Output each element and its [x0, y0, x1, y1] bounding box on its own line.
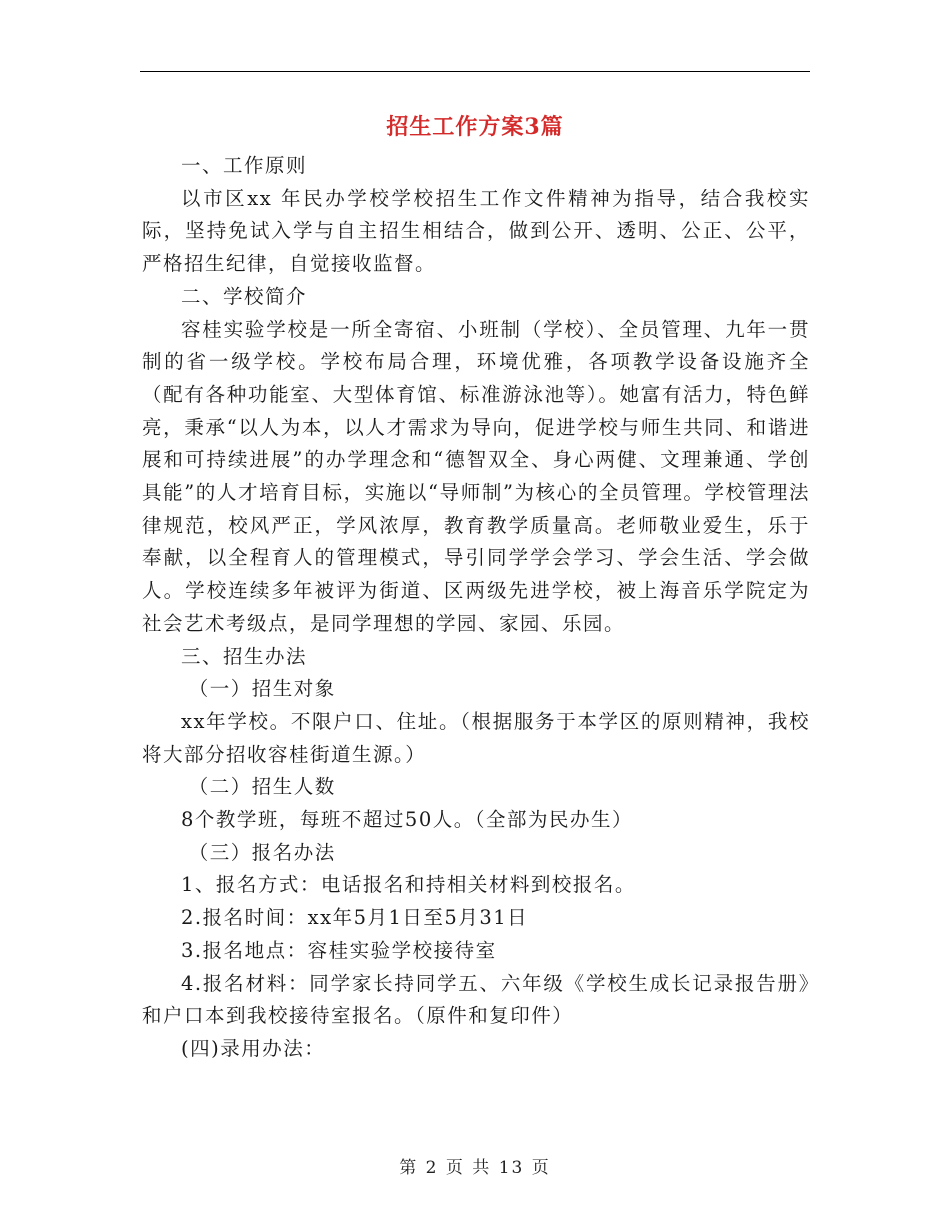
- header-rule: [140, 71, 810, 72]
- list-item-registration-materials: 4.报名材料：同学家长持同学五、六年级《学校生成长记录报告册》和户口本到我校接待室报名。（原件和复印件）: [142, 971, 810, 1028]
- heading-work-principles: 一、工作原则: [181, 154, 308, 177]
- page-number-footer: 第 2 页 共 13 页: [399, 1158, 551, 1178]
- document-body: [142, 150, 810, 1066]
- subheading-target: （一）招生对象: [188, 677, 336, 701]
- paragraph-school-intro: 容桂实验学校是一所全寄宿、小班制（学校）、全员管理、九年一贯制的省一级学校。学校布局合理，环境优雅，各项教学设备设施齐全（配有各种功能室、大型体育馆、标准游泳池等）。她富有活力，特色鲜亮，秉承“以人为本，以人才需求为导向，促进学校与师生共同、和谐进展和可持续进展”的办学理念和“德智双全、身心两健、文理兼通、学创具能”的人才培育目标，实施以“导师制”为核心的全员管理。学校管理法律规范，校风严正，学风浓厚，教育教学质量高。老师敬业爱生，乐于奉献，以全程育人的管理模式，导引同学学会学习、学会生活、学会做人。学校连续多年被评为街道、区两级先进学校，被上海音乐学院定为社会艺术考级点，是同学理想的学园、家园、乐园。: [142, 317, 810, 635]
- subheading-registration: （三）报名办法: [188, 840, 336, 864]
- paragraph-target: xx年学校。不限户口、住址。（根据服务于本学区的原则精神，我校将大部分招收容桂街道生源。）: [142, 709, 810, 766]
- paragraph-quota: 8个教学班，每班不超过50人。（全部为民办生）: [181, 808, 633, 832]
- list-item-registration-method: 1、报名方式：电话报名和持相关材料到校报名。: [181, 873, 636, 897]
- heading-enrollment-method: 三、招生办法: [181, 644, 308, 668]
- list-item-registration-time: 2.报名时间：xx年5月1日至5月31日: [181, 906, 529, 930]
- list-item-registration-place: 3.报名地点：容桂实验学校接待室: [181, 938, 497, 962]
- subheading-quota: （二）招生人数: [188, 775, 336, 799]
- paragraph-work-principles: 以市区xx 年民办学校学校招生工作文件精神为指导，结合我校实际，坚持免试入学与自主招生相结合，做到公开、透明、公正、公平，严格招生纪律，自觉接收监督。: [142, 186, 810, 276]
- document-title: 招生工作方案3篇: [386, 114, 564, 140]
- subheading-admission: (四)录用办法：: [181, 1036, 326, 1060]
- heading-school-intro: 二、学校简介: [181, 284, 308, 308]
